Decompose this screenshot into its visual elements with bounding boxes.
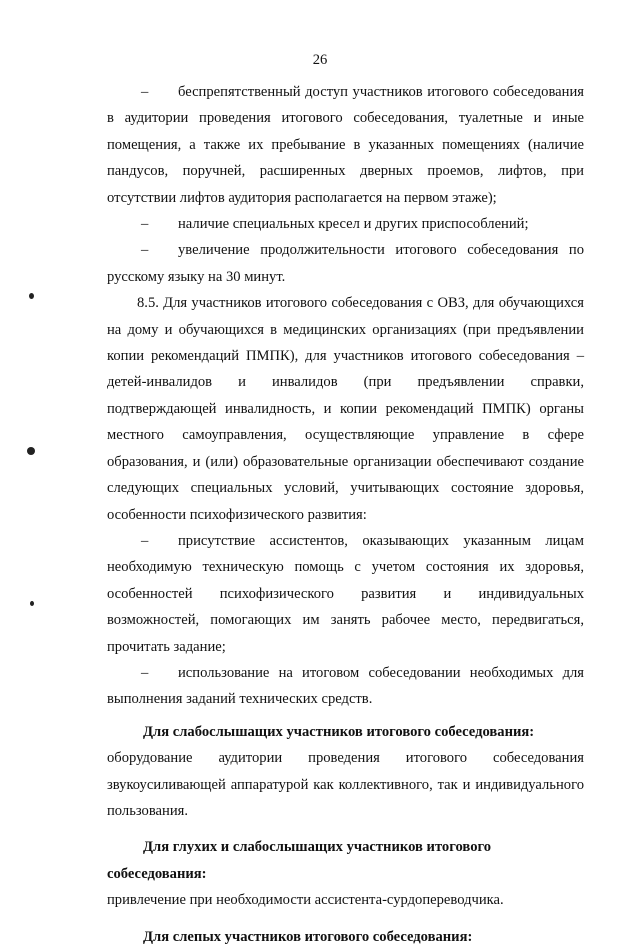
dash-marker: –	[141, 664, 149, 681]
list-item-text: использование на итоговом собеседовании необходимых для выполнения заданий технических средств.	[107, 664, 584, 708]
list-item	[107, 660, 584, 713]
subheading-deaf: Для глухих и слабослышащих участников итогового собеседования:	[107, 839, 492, 882]
paragraph-hard-of-hearing: оборудование аудитории проведения итогового собеседования звукоусиливающей аппаратурой как коллективного, так и индивидуального пользования.	[107, 750, 584, 819]
paragraph-deaf: привлечение при необходимости ассистента-сурдопереводчика.	[107, 892, 504, 909]
section-paragraph: 8.5. Для участников итогового собеседования с ОВЗ, для обучающихся на дому и обучающихся в медицинских организациях (при предъявлении копии рекомендаций ПМПК), для участников итогового собеседования – детей-инвалидов и инвалидов (при предъявлении справки, подтверждающей инвалидность, и копии рекомендаций ПМПК) органы местного самоуправления, осуществляющие управление в сфере образования, и (или) образовательные организации обеспечивают создание следующих специальных условий, учитывающих состояние здоровья, особенности психофизического развития:	[107, 295, 584, 523]
list-item-text: наличие специальных кресел и других приспособлений;	[178, 216, 529, 233]
page-number: 26	[312, 52, 328, 68]
dash-marker: –	[141, 242, 149, 259]
dash-marker: –	[141, 216, 149, 233]
dash-marker: –	[141, 84, 149, 100]
dash-marker: –	[141, 532, 149, 549]
document-body	[107, 79, 584, 950]
list-item-text: беспрепятственный доступ участников итогового собеседования в аудитории проведения итогового собеседования, туалетные и иные помещения, а также их пребывание в указанных помещениях (наличие пандусов, поручней, расширенных дверных проемов, лифтов, при отсутствии лифтов аудитория располагается на первом этаже);	[107, 84, 584, 206]
list-item-text: присутствие ассистентов, оказывающих указанным лицам необходимую техническую помощь с учетом состояния их здоровья, особенностей психофизического развития и индивидуальных возможностей, помогающих им занять рабочее место, передвигаться, прочитать задание;	[107, 532, 584, 655]
scan-speck	[27, 447, 35, 455]
list-item-text: увеличение продолжительности итогового собеседования по русскому языку на 30 минут.	[107, 242, 584, 285]
list-item	[107, 211, 584, 237]
list-item	[107, 237, 584, 290]
scan-speck	[30, 601, 34, 606]
subheading-blind: Для слепых участников итогового собеседования:	[143, 928, 473, 945]
subheading-hard-of-hearing: Для слабослышащих участников итогового собеседования:	[143, 723, 535, 740]
list-item	[107, 528, 584, 660]
list-item	[107, 79, 584, 211]
scan-speck	[29, 293, 34, 299]
